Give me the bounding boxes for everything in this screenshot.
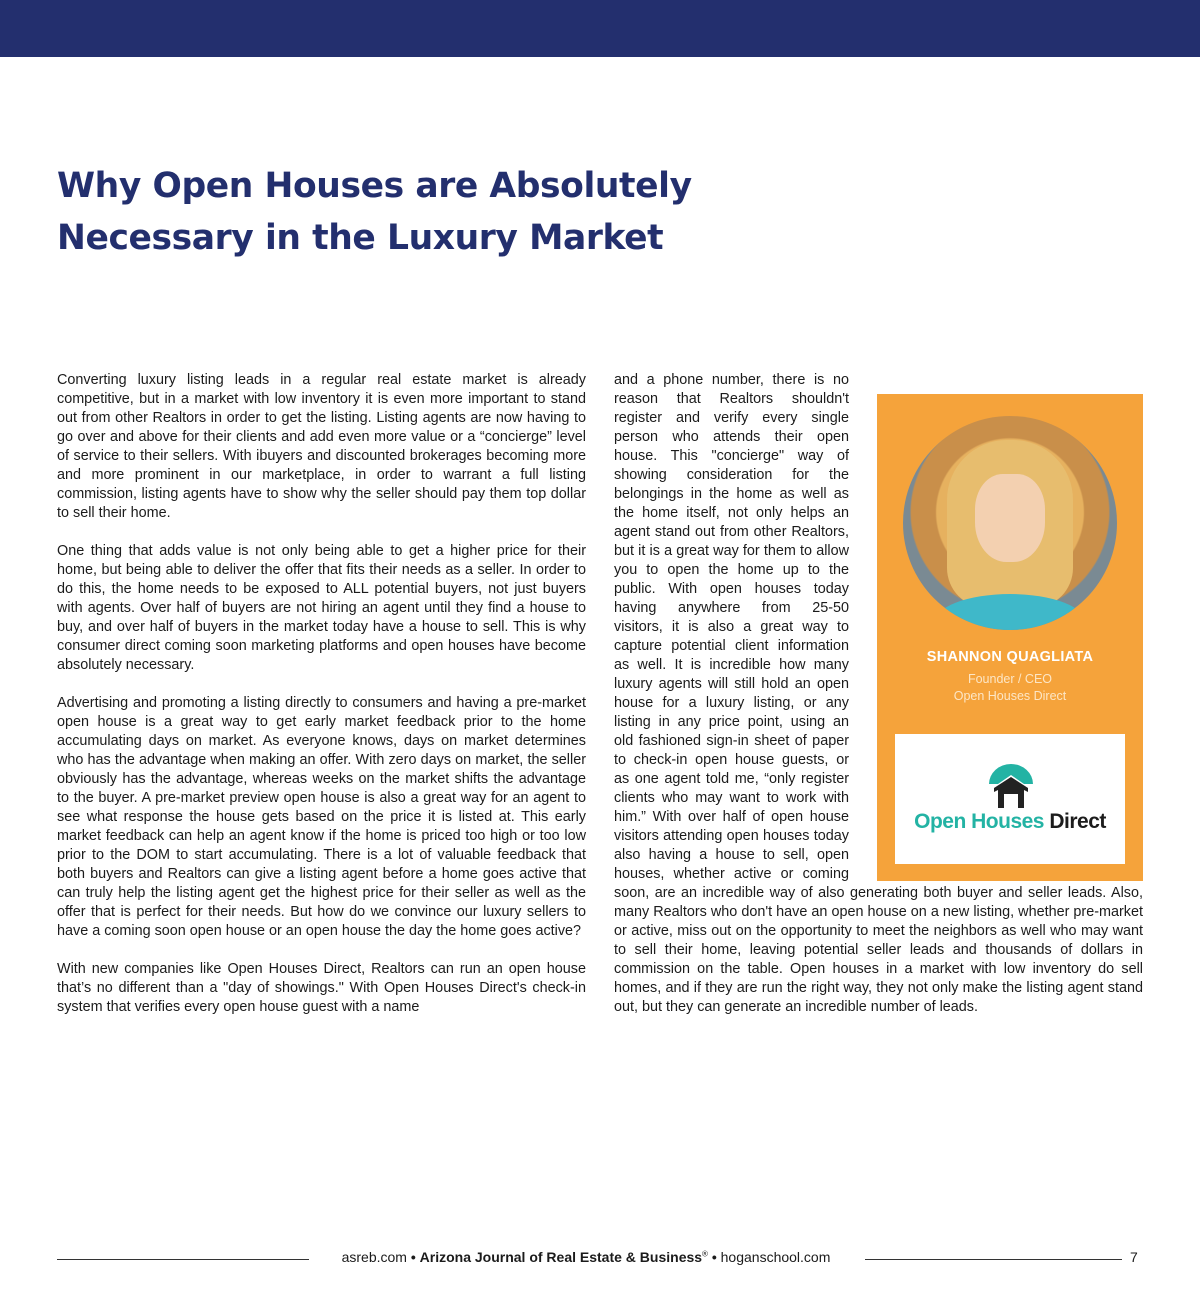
paragraph: and a phone number, there is no reason that Realtors shouldn't register and verify every single person who attends their open house. This "concierge" way of showing consideration for the belongings in the home as well as the home itself, not only helps an agent stand out from other Realtors, but it is a great way for them to allow you to open the home up to the public. With open houses today having anywhere from 25-50 visitors, it is also a great way to capture potential client information as well. It is incredible how many luxury agents will still hold an open house for a luxury listing, or any listing in any price point, using an old fashioned sign-in sheet of paper to check-in open house guests, or as one agent told me, “only register clients who may want to work with him.” With over half of open house visitors attending open houses today also having a house to sell, open houses, whether active or coming soon, are an incredible way of also generating both buyer and seller leads. Also, many Realtors who don't have an open house on a new listing, whether pre-market or active, miss out on the opportunity to meet the neighbors as well who may want to sell their home, leaving potential seller leads and thousands of dollars in commission on the table. Open houses in a market with low inventory do sell homes, and if they are run the right way, they not only make the listing agent stand out, but they can generate an incredible number of leads.	[614, 372, 1143, 1015]
footer-link-hoganschool[interactable]: hoganschool.com	[720, 1249, 831, 1265]
author-name: SHANNON QUAGLIATA	[926, 649, 1094, 665]
footer-journal: Arizona Journal of Real Estate & Business	[419, 1249, 703, 1265]
footer	[308, 1249, 864, 1265]
author-role: Founder / CEO	[967, 672, 1053, 686]
title-line-1: Why Open Houses are Absolutely	[57, 166, 692, 206]
right-column	[614, 371, 1143, 1017]
title-line-2: Necessary in the Luxury Market	[57, 218, 664, 258]
footer-link-asreb[interactable]: asreb.com	[341, 1249, 407, 1265]
footer-separator: •	[711, 1249, 717, 1265]
footer-rule-left	[57, 1259, 309, 1260]
paragraph: Advertising and promoting a listing directly to consumers and having a pre-market open house is a great way to get early market feedback prior to the home accumulating days on market. As everyone knows, days on market determines who has the advantage when making an offer. With zero days on market, the seller obviously has the advantage, whereas weeks on the market shifts the advantage to the buyer. A pre-market preview open house is also a great way for an agent to see what response the house gets based on the price it is listed at. This early market feedback can help an agent know if the home is priced too high or too low prior to the DOM to start accumulating. There is a lot of valuable feedback that both buyers and Realtors can give a listing agent before a home goes active that can truly help the listing agent get the highest price for their seller as well as the offer that is perfect for their needs. But how do we convince our luxury sellers to have a coming soon open house or an open house the day the home goes active?	[57, 695, 586, 939]
logo-word-direct: Direct	[1049, 810, 1106, 833]
author-box	[877, 394, 1143, 881]
footer-rule-right	[865, 1259, 1122, 1260]
article-title	[57, 160, 757, 264]
footer-separator: •	[410, 1249, 416, 1265]
paragraph: Converting luxury listing leads in a regular real estate market is already competitive, but in a market with low inventory it is even more important to stand out from other Realtors in order to get the listing. Listing agents are now having to go over and above for their clients and add even more value or a “concierge” level of service to their sellers. With ibuyers and discounted brokerages becoming more and more prominent in our marketplace, in order to warrant a full listing commission, listing agents have to show why the seller should pay them top dollar to sell their home.	[57, 372, 586, 521]
logo-wordmark	[895, 812, 1125, 831]
logo-word-open-houses: Open Houses	[914, 810, 1044, 833]
author-company: Open Houses Direct	[953, 689, 1067, 703]
registered-mark: ®	[702, 1249, 708, 1259]
paragraph: With new companies like Open Houses Direct, Realtors can run an open house that’s no different than a "day of showings." With Open Houses Direct's check-in system that verifies every open house guest with a name	[57, 961, 586, 1015]
author-photo	[903, 416, 1117, 630]
left-column	[57, 371, 586, 1017]
page-number: 7	[1130, 1249, 1138, 1265]
house-logo-icon	[986, 764, 1036, 810]
paragraph: One thing that adds value is not only being able to get a higher price for their home, but being able to deliver the offer that fits their needs as a seller. In order to do this, the home needs to be exposed to ALL potential buyers, not just buyers with agents. Over half of buyers are not hiring an agent until they find a house to buy, and over half of buyers in the market today have a house to sell. This is why consumer direct coming soon marketing platforms and open houses have become absolutely necessary.	[57, 543, 586, 673]
company-logo	[895, 734, 1125, 864]
header-bar	[0, 0, 1200, 57]
